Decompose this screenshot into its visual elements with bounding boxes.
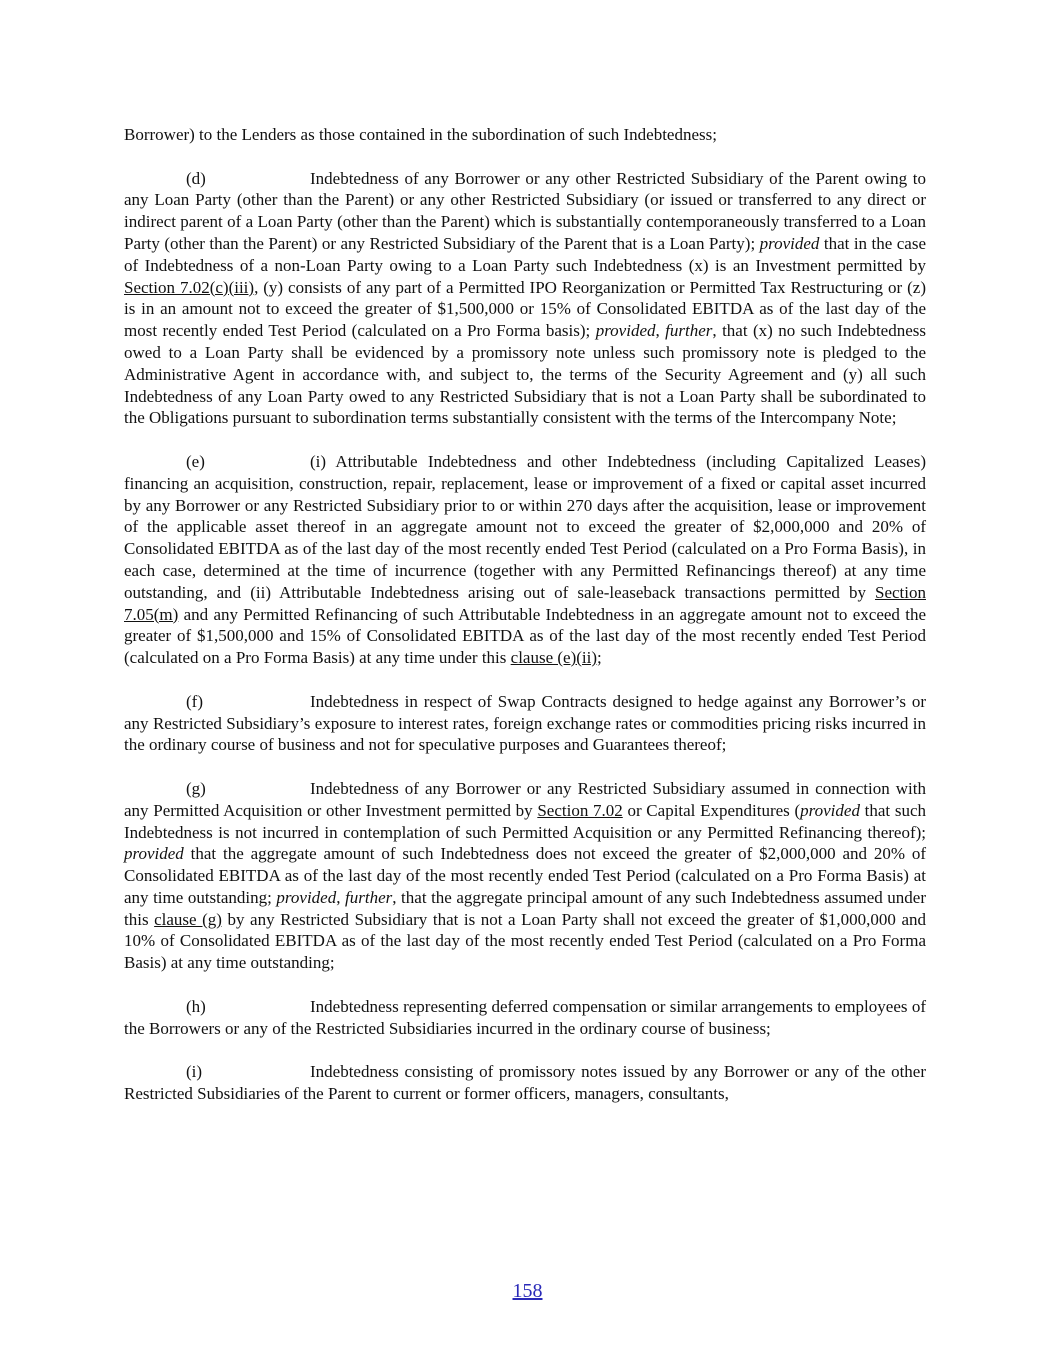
emphasis-text: provided	[276, 887, 337, 907]
document-body	[124, 124, 926, 1127]
cross-reference: Section 7.05(m)	[124, 582, 926, 624]
emphasis-text: provided	[124, 844, 184, 864]
clause-paragraph	[124, 451, 926, 669]
clause-text: Indebtedness representing deferred compensation or similar arrangements to employees of the Borrowers or any of the Restricted Subsidiaries incurred in the ordinary course of business;	[124, 996, 926, 1038]
clause-text: Indebtedness consisting of promissory notes issued by any Borrower or any of the other Restricted Subsidiaries of the Parent to current or former officers, managers, consultants,	[124, 1062, 926, 1104]
clause-paragraph	[124, 168, 926, 430]
clause-label: (f)	[186, 691, 203, 711]
cross-reference: Section 7.02	[537, 800, 623, 820]
clause-text: Indebtedness of any Borrower or any Restricted Subsidiary assumed in connection with any Permitted Acquisition or other Investment permitted by	[124, 778, 926, 820]
clause-paragraph	[124, 691, 926, 756]
clause-text: ,	[655, 321, 666, 341]
clause-text: Indebtedness of any Borrower or any other Restricted Subsidiary of the Parent owing to any Loan Party (other than the Parent) or any other Restricted Subsidiary (or issued or transferred to any direct or indirect parent of a Loan Party (other than the Parent) which is substantially contemporaneously transferred to a Loan Party (other than the Parent) or any Restricted Subsidiary of the Parent that is a Loan Party);	[124, 168, 926, 253]
emphasis-text: provided	[759, 233, 820, 253]
cross-reference: clause (e)(ii)	[510, 648, 598, 668]
emphasis-text: further	[665, 321, 713, 341]
page-footer	[0, 1280, 1055, 1303]
page-number-link[interactable]: 158	[512, 1280, 543, 1302]
clause-text: , (y) consists of any part of a Permitted IPO Reorganization or Permitted Tax Restructuring or (z) is in an amount not to exceed the greater of $1,500,000 or 15% of Consolidated EBITDA as of the last day of the most recently ended Test Period (calculated on a Pro Forma basis);	[124, 277, 926, 341]
clause-label: (d)	[186, 168, 206, 188]
clause-text: ;	[597, 648, 602, 668]
emphasis-text: provided	[800, 800, 860, 820]
clause-text: that the aggregate amount of such Indebtedness does not exceed the greater of $2,000,000 and 20% of Consolidated EBITDA as of the last day of the most recently ended Test Period (calculated on a Pro Forma Basis) at any time outstanding;	[124, 844, 926, 907]
clause-text: by any Restricted Subsidiary that is not a Loan Party shall not exceed the greater of $1,000,000 and 10% of Consolidated EBITDA as of the last day of the most recently ended Test Period (calculated on a Pro Forma Basis) at any time outstanding;	[124, 909, 926, 973]
continuation-paragraph: Borrower) to the Lenders as those contained in the subordination of such Indebtedness;	[124, 125, 717, 144]
clause-label: (h)	[186, 996, 206, 1016]
clause-paragraph	[124, 1061, 926, 1105]
clause-text: Indebtedness in respect of Swap Contracts designed to hedge against any Borrower’s or any Restricted Subsidiary’s exposure to interest rates, foreign exchange rates or commodities pricing risks incurred in the ordinary course of business and not for speculative purposes and Guarantees thereof;	[124, 691, 926, 755]
cross-reference: Section 7.02(c)(iii)	[124, 277, 255, 297]
clause-text: ,	[336, 887, 346, 907]
clause-list	[124, 168, 926, 1105]
clause-paragraph	[124, 996, 926, 1040]
clause-label: (g)	[186, 778, 206, 798]
clause-text: (i) Attributable Indebtedness and other Indebtedness (including Capitalized Leases) financing an acquisition, construction, repair, replacement, lease or improvement of a fixed or capital asset incurred by any Borrower or any Restricted Subsidiary prior to or within 270 days after the acquisition, lease or improvement of the applicable asset thereof in an aggregate amount not to exceed the greater of $2,000,000 and 20% of Consolidated EBITDA as of the last day of the most recently ended Test Period (calculated on a Pro Forma Basis), in each case, determined at the time of incurrence (together with any Permitted Refinancings thereof) at any time outstanding, and (ii) Attributable Indebtedness arising out of sale-leaseback transactions permitted by	[124, 451, 926, 602]
clause-paragraph	[124, 778, 926, 974]
emphasis-text: further	[345, 887, 393, 907]
clause-text: that such Indebtedness is not incurred in contemplation of such Permitted Acquisition or any Permitted Refinancing thereof);	[124, 800, 927, 842]
clause-text: and any Permitted Refinancing of such Attributable Indebtedness in an aggregate amount not to exceed the greater of $1,500,000 and 15% of Consolidated EBITDA as of the last day of the most recently ended Test Period (calculated on a Pro Forma Basis) at any time under this	[124, 604, 926, 668]
clause-label: (i)	[186, 1062, 203, 1082]
clause-text: , that the aggregate principal amount of any such Indebtedness assumed under this	[124, 887, 926, 929]
clause-text: , that (x) no such Indebtedness owed to a Loan Party shall be evidenced by a promissory note unless such promissory note is pledged to the Administrative Agent in accordance with, and subject to, the terms of the Security Agreement and (y) all such Indebtedness of any Loan Party owed to any Restricted Subsidiary that is not a Loan Party shall be subordinated to the Obligations pursuant to subordination terms substantially consistent with the terms of the Intercompany Note;	[124, 321, 926, 428]
clause-label: (e)	[186, 451, 205, 471]
cross-reference: clause (g)	[154, 909, 222, 929]
emphasis-text: provided	[595, 321, 656, 341]
clause-text: that in the case of Indebtedness of a non-Loan Party owing to a Loan Party such Indebtedness (x) is an Investment permitted by	[124, 233, 926, 275]
clause-text: or Capital Expenditures (	[622, 800, 801, 820]
